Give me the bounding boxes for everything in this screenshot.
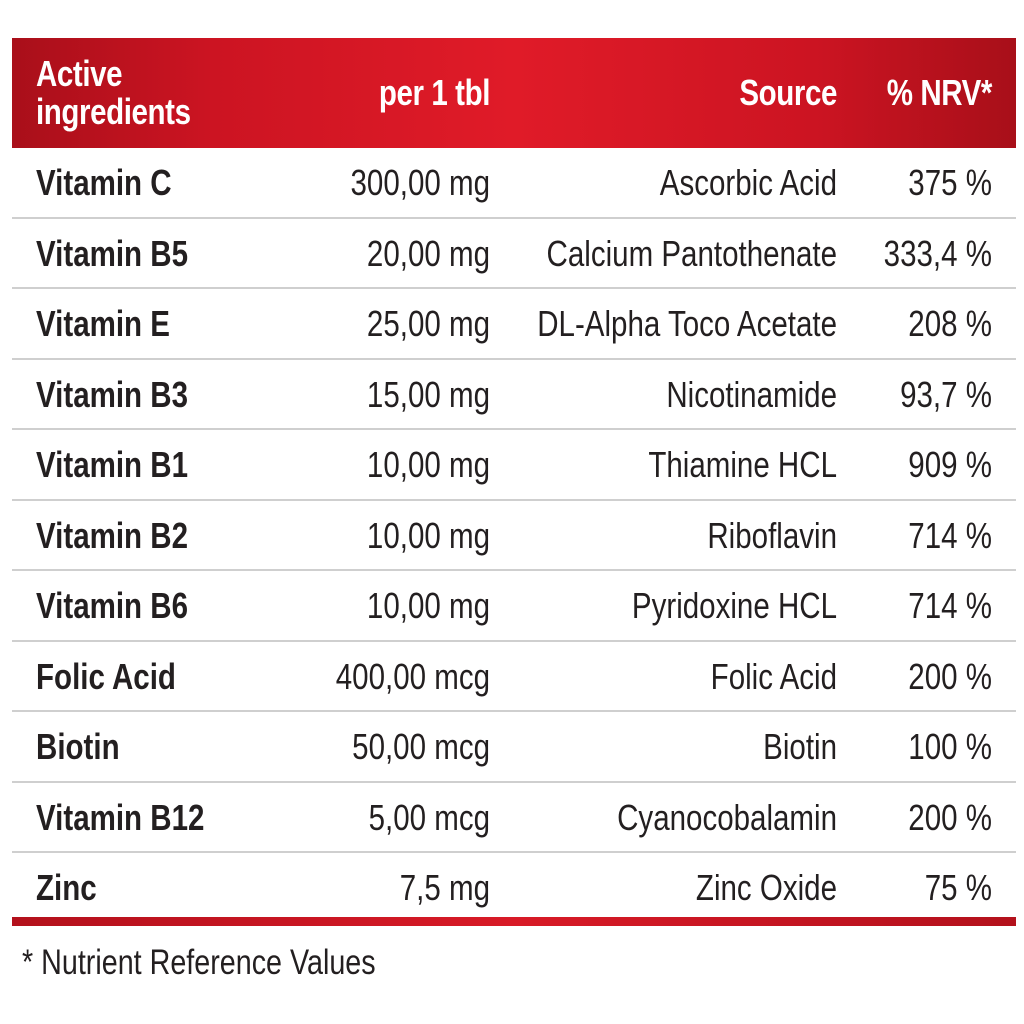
table-row (12, 642, 1016, 713)
ingredient-name: Vitamin E (36, 303, 170, 344)
ingredient-name: Vitamin B6 (36, 585, 189, 626)
ingredient-amount: 20,00 mg (366, 232, 490, 274)
header-per-tablet: per 1 tbl (378, 72, 490, 113)
ingredient-source: Riboflavin (707, 514, 837, 556)
ingredient-name: Vitamin B2 (36, 514, 189, 556)
ingredient-nrv: 714 % (908, 514, 992, 556)
table-row (12, 430, 1016, 501)
ingredient-source: Ascorbic Acid (659, 162, 837, 203)
table-row (12, 148, 1016, 219)
ingredient-amount: 10,00 mg (366, 585, 490, 626)
table-row (12, 853, 1016, 924)
ingredient-nrv: 100 % (908, 726, 992, 767)
table-body (12, 148, 1016, 924)
footnote: * Nutrient Reference Values (22, 943, 376, 982)
ingredient-name: Vitamin B1 (36, 444, 189, 485)
table-row (12, 289, 1016, 360)
ingredient-nrv: 333,4 % (883, 232, 992, 274)
ingredient-nrv: 75 % (924, 867, 992, 908)
ingredient-source: Folic Acid (710, 655, 837, 697)
ingredient-amount: 50,00 mcg (352, 726, 490, 767)
nutrition-table (12, 38, 1016, 924)
ingredient-nrv: 93,7 % (900, 373, 992, 415)
ingredient-nrv: 714 % (908, 585, 992, 626)
ingredient-source: Thiamine HCL (648, 444, 837, 485)
ingredient-amount: 25,00 mg (366, 303, 490, 344)
ingredient-nrv: 200 % (908, 655, 992, 697)
table-row (12, 219, 1016, 290)
ingredient-name: Biotin (36, 726, 120, 767)
header-active-ingredients: Active ingredients (36, 53, 191, 132)
table-header (12, 38, 1016, 148)
header-source: Source (739, 72, 837, 113)
table-bottom-rule (12, 917, 1016, 926)
table-row (12, 571, 1016, 642)
ingredient-name: Vitamin B12 (36, 796, 205, 838)
ingredient-nrv: 909 % (908, 444, 992, 485)
ingredient-name: Vitamin B3 (36, 373, 189, 415)
ingredient-name: Folic Acid (36, 655, 176, 697)
ingredient-amount: 7,5 mg (399, 867, 490, 908)
ingredient-source: Pyridoxine HCL (631, 585, 837, 626)
ingredient-name: Vitamin B5 (36, 232, 189, 274)
ingredient-source: Zinc Oxide (695, 867, 837, 908)
ingredient-source: Cyanocobalamin (617, 796, 837, 838)
ingredient-nrv: 200 % (908, 796, 992, 838)
ingredient-source: Biotin (763, 726, 837, 767)
ingredient-source: Calcium Pantothenate (546, 232, 837, 274)
ingredient-amount: 400,00 mcg (335, 655, 490, 697)
ingredient-amount: 10,00 mg (366, 514, 490, 556)
ingredient-amount: 5,00 mcg (368, 796, 490, 838)
header-nrv: % NRV* (886, 72, 992, 113)
table-row (12, 712, 1016, 783)
ingredient-amount: 10,00 mg (366, 444, 490, 485)
ingredient-nrv: 208 % (908, 303, 992, 344)
ingredient-amount: 15,00 mg (366, 373, 490, 415)
ingredient-name: Zinc (36, 867, 97, 908)
table-row (12, 360, 1016, 431)
ingredient-name: Vitamin C (36, 162, 172, 203)
table-row (12, 501, 1016, 572)
ingredient-source: DL-Alpha Toco Acetate (537, 303, 837, 344)
ingredient-nrv: 375 % (908, 162, 992, 203)
table-row (12, 783, 1016, 854)
ingredient-amount: 300,00 mg (350, 162, 490, 203)
ingredient-source: Nicotinamide (666, 373, 837, 415)
